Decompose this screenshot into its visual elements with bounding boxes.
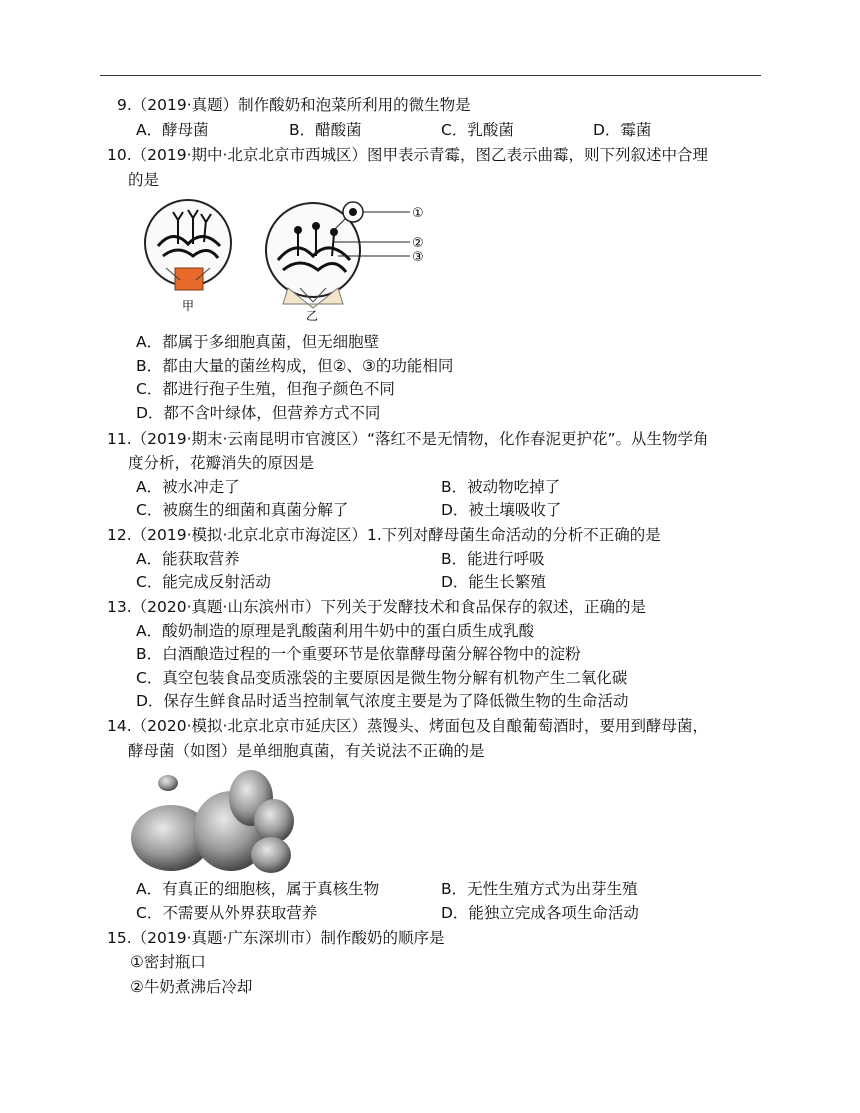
q11-option-b[interactable]: B．被动物吃掉了 [441,478,561,496]
marker-2: ② [412,236,424,251]
aspergillus-figure [266,202,410,308]
q14-option-b[interactable]: B．无性生殖方式为出芽生殖 [441,880,638,898]
q9-option-a[interactable]: A．酵母菌 [136,121,209,139]
q13-option-a[interactable]: A．酸奶制造的原理是乳酸菌利用牛奶中的蛋白质生成乳酸 [136,622,535,640]
q10-option-c[interactable]: C．都进行孢子生殖，但孢子颜色不同 [136,380,395,398]
q12-option-b[interactable]: B．能进行呼吸 [441,550,545,568]
q13-option-c[interactable]: C．真空包装食品变质涨袋的主要原因是微生物分解有机物产生二氧化碳 [136,669,628,687]
question-number: 13. [107,598,132,616]
question-15-stem [107,928,444,948]
q10-option-b[interactable]: B．都由大量的菌丝构成，但②、③的功能相同 [136,357,454,375]
q14-option-a[interactable]: A．有真正的细胞核，属于真核生物 [136,880,380,898]
question-14-stem-line1 [107,716,708,736]
penicillium-figure [145,200,231,290]
question-10-stem-line2: 的是 [128,171,160,189]
yeast-image [126,763,296,875]
question-text: （2019·真题）制作酸奶和泡菜所利用的微生物是 [131,96,471,114]
q14-option-c[interactable]: C．不需要从外界获取营养 [136,904,318,922]
question-text: （2019·期中·北京北京市西城区）图甲表示青霉，图乙表示曲霉，则下列叙述中合理 [131,146,708,164]
question-12-stem [107,525,661,545]
q12-option-d[interactable]: D．能生长繁殖 [441,573,546,591]
question-number: 9. [117,96,132,114]
q9-option-d[interactable]: D．霉菌 [593,121,652,139]
q15-step-2: ②牛奶煮沸后冷却 [130,978,253,996]
question-text: （2019·期末·云南昆明市官渡区）“落红不是无情物，化作春泥更护花”。从生物学角 [131,430,709,448]
label-yi: 乙 [306,309,319,322]
q14-option-d[interactable]: D．能独立完成各项生命活动 [441,904,639,922]
question-number: 12. [107,526,132,544]
q9-option-c[interactable]: C．乳酸菌 [441,121,514,139]
q15-step-1: ①密封瓶口 [130,953,206,971]
question-11-stem-line1 [107,429,709,449]
q10-option-a[interactable]: A．都属于多细胞真菌，但无细胞壁 [136,333,380,351]
q11-option-d[interactable]: D．被土壤吸收了 [441,501,562,519]
marker-3: ③ [412,250,424,265]
question-13-stem [107,597,646,617]
question-10-stem-line1 [107,145,708,165]
marker-1: ① [412,206,424,221]
q11-option-a[interactable]: A．被水冲走了 [136,478,240,496]
question-9-stem [117,95,471,115]
question-text: （2020·真题·山东滨州市）下列关于发酵技术和食品保存的叙述，正确的是 [131,598,646,616]
q12-option-a[interactable]: A．能获取营养 [136,550,240,568]
question-number: 14. [107,717,132,735]
question-number: 10. [107,146,132,164]
question-text: （2019·真题·广东深圳市）制作酸奶的顺序是 [131,929,445,947]
question-text: （2019·模拟·北京北京市海淀区）1.下列对酵母菌生命活动的分析不正确的是 [131,526,661,544]
q10-option-d[interactable]: D．都不含叶绿体，但营养方式不同 [136,404,381,422]
question-14-stem-line2: 酵母菌（如图）是单细胞真菌，有关说法不正确的是 [128,742,485,760]
q11-option-c[interactable]: C．被腐生的细菌和真菌分解了 [136,501,349,519]
question-text: （2020·模拟·北京北京市延庆区）蒸馒头、烤面包及自酿葡萄酒时，要用到酵母菌， [131,717,708,735]
q12-option-c[interactable]: C．能完成反射活动 [136,573,271,591]
q13-option-b[interactable]: B．白酒酿造过程的一个重要环节是依靠酵母菌分解谷物中的淀粉 [136,645,581,663]
label-jia: 甲 [182,299,195,313]
question-11-stem-line2: 度分析，花瓣消失的原因是 [128,454,315,472]
question-number: 11. [107,430,132,448]
question-number: 15. [107,929,132,947]
q9-option-b[interactable]: B．醋酸菌 [289,121,362,139]
q13-option-d[interactable]: D．保存生鲜食品时适当控制氧气浓度主要是为了降低微生物的生命活动 [136,692,629,710]
header-rule [100,75,761,76]
mold-diagram [138,198,438,322]
